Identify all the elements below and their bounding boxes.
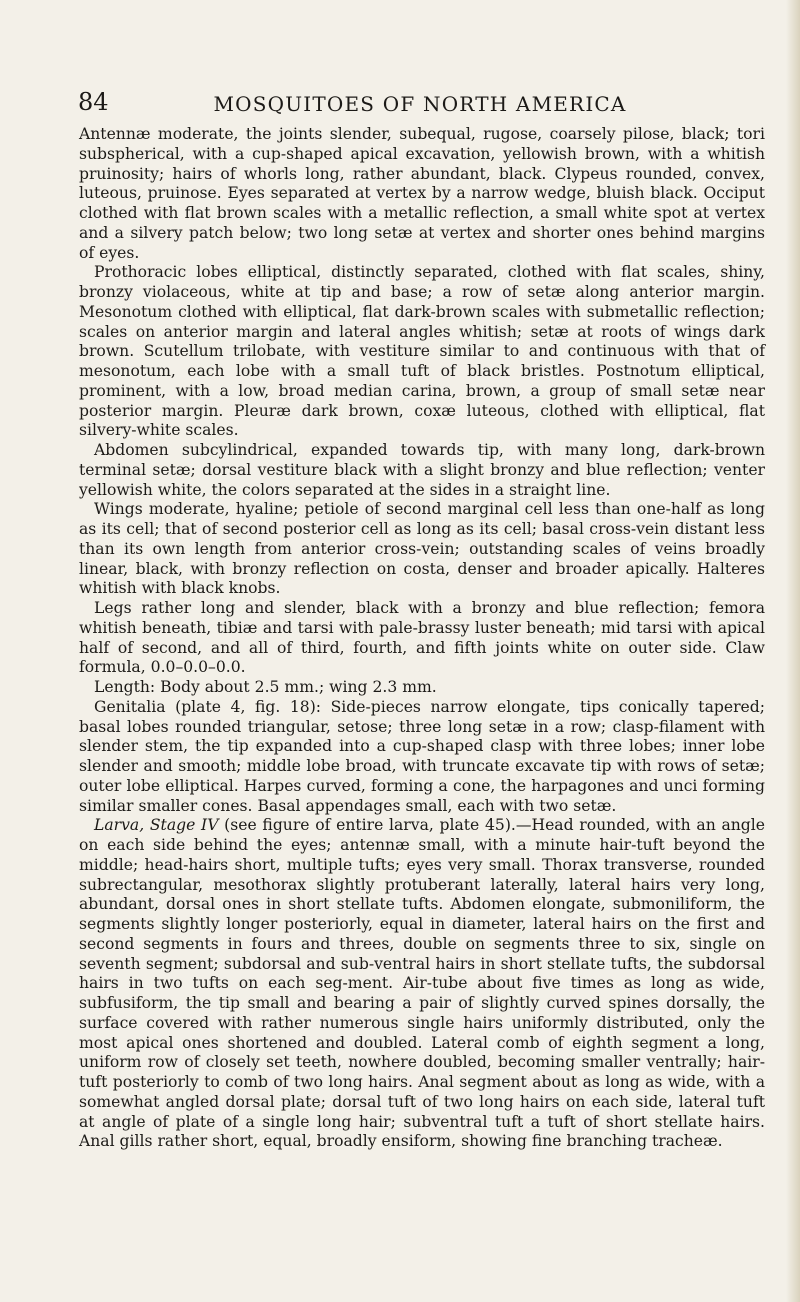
paragraph-legs: Legs rather long and slender, black with a bronzy and blue reflection; femora whitish beneath, tibiæ and tarsi with pale-brassy luster beneath; mid tarsi with apical half of second, and all of third, fourth, and fifth joints white on outer side. Claw formula, 0.0–0.0–0.0. [79, 599, 765, 677]
page-edge-shadow [786, 0, 800, 1302]
paragraph-larva [79, 816, 765, 1152]
larva-description: (see figure of entire larva, plate 45).—Head rounded, with an angle on each side behind the eyes; antennæ small, with a minute hair-tuft beyond the middle; head-hairs short, multiple tufts; eyes very small. Thorax transverse, rounded subrectangular, mesothorax slightly protuberant laterally, lateral hairs very long, abundant, dorsal ones in short stellate tufts. Abdomen elongate, submoniliform, the segments slightly longer posteriorly, equal in diameter, lateral hairs on the first and second segments in fours and threes, double on segments three to six, single on seventh segment; subdorsal and sub-ventral hairs in short stellate tufts, the subdorsal hairs in two tufts on each seg-ment. Air-tube about five times as long as wide, subfusiform, the tip small and bearing a pair of slightly curved spines dorsally, the surface covered with rather numerous single hairs uniformly distributed, only the most apical ones shortened and doubled. Lateral comb of eighth segment a long, uniform row of closely set teeth, nowhere doubled, becoming smaller ventrally; hair-tuft posteriorly to comb of two long hairs. Anal segment about as long as wide, with a somewhat angled dorsal plate; dorsal tuft of two long hairs on each side, lateral tuft at angle of plate of a single long hair; subventral tuft a tuft of short stellate hairs. Anal gills rather short, equal, broadly ensiform, showing fine branching tracheæ. [79, 816, 765, 1151]
paragraph-length: Length: Body about 2.5 mm.; wing 2.3 mm. [94, 678, 437, 696]
larva-stage-heading: Larva, Stage IV [94, 816, 219, 835]
body-text [79, 125, 765, 1152]
paragraph-head: Antennæ moderate, the joints slender, subequal, rugose, coarsely pilose, black; tori subspherical, with a cup-shaped apical excavation, yellowish brown, with a whitish pruinosity; hairs of whorls long, rather abundant, black. Clypeus rounded, convex, luteous, pruinose. Eyes separated at vertex by a narrow wedge, bluish black. Occiput clothed with flat brown scales with a metallic reflection, a small white spot at vertex and a silvery patch below; two long setæ at vertex and shorter ones behind margins of eyes. [79, 125, 765, 262]
running-head: MOSQUITOES OF NORTH AMERICA [213, 92, 627, 116]
page-number: 84 [78, 88, 109, 116]
paragraph-thorax: Prothoracic lobes elliptical, distinctly separated, clothed with flat scales, shiny, bronzy violaceous, white at tip and base; a row of setæ along anterior margin. Mesonotum clothed with elliptical, flat dark-brown scales with submetallic reflection; scales on anterior margin and lateral angles whitish; setæ at roots of wings dark brown. Scutellum trilobate, with vestiture similar to and continuous with that of mesonotum, each lobe with a small tuft of black bristles. Postnotum elliptical, prominent, with a low, broad median carina, brown, a group of small setæ near posterior margin. Pleuræ dark brown, coxæ luteous, clothed with elliptical, flat silvery-white scales. [79, 263, 765, 440]
paragraph-abdomen: Abdomen subcylindrical, expanded towards tip, with many long, dark-brown terminal setæ; dorsal vestiture black with a slight bronzy and blue reflection; venter yellowish white, the colors separated at the sides in a straight line. [79, 441, 765, 499]
page-header [70, 88, 770, 120]
paragraph-genitalia: Genitalia (plate 4, fig. 18): Side-pieces narrow elongate, tips conically tapered; basal lobes rounded triangular, setose; three long setæ in a row; clasp-filament with slender stem, the tip expanded into a cup-shaped clasp with three lobes; inner lobe slender and smooth; middle lobe broad, with truncate excavate tip with rows of setæ; outer lobe elliptical. Harpes curved, forming a cone, the harpagones and unci forming similar smaller cones. Basal appendages small, each with two setæ. [79, 697, 765, 815]
paragraph-wings: Wings moderate, hyaline; petiole of second marginal cell less than one-half as long as its cell; that of second posterior cell as long as its cell; basal cross-vein distant less than its own length from anterior cross-vein; outstanding scales of veins broadly linear, black, with bronzy reflection on costa, denser and broader apically. Halteres whitish with black knobs. [79, 500, 765, 598]
